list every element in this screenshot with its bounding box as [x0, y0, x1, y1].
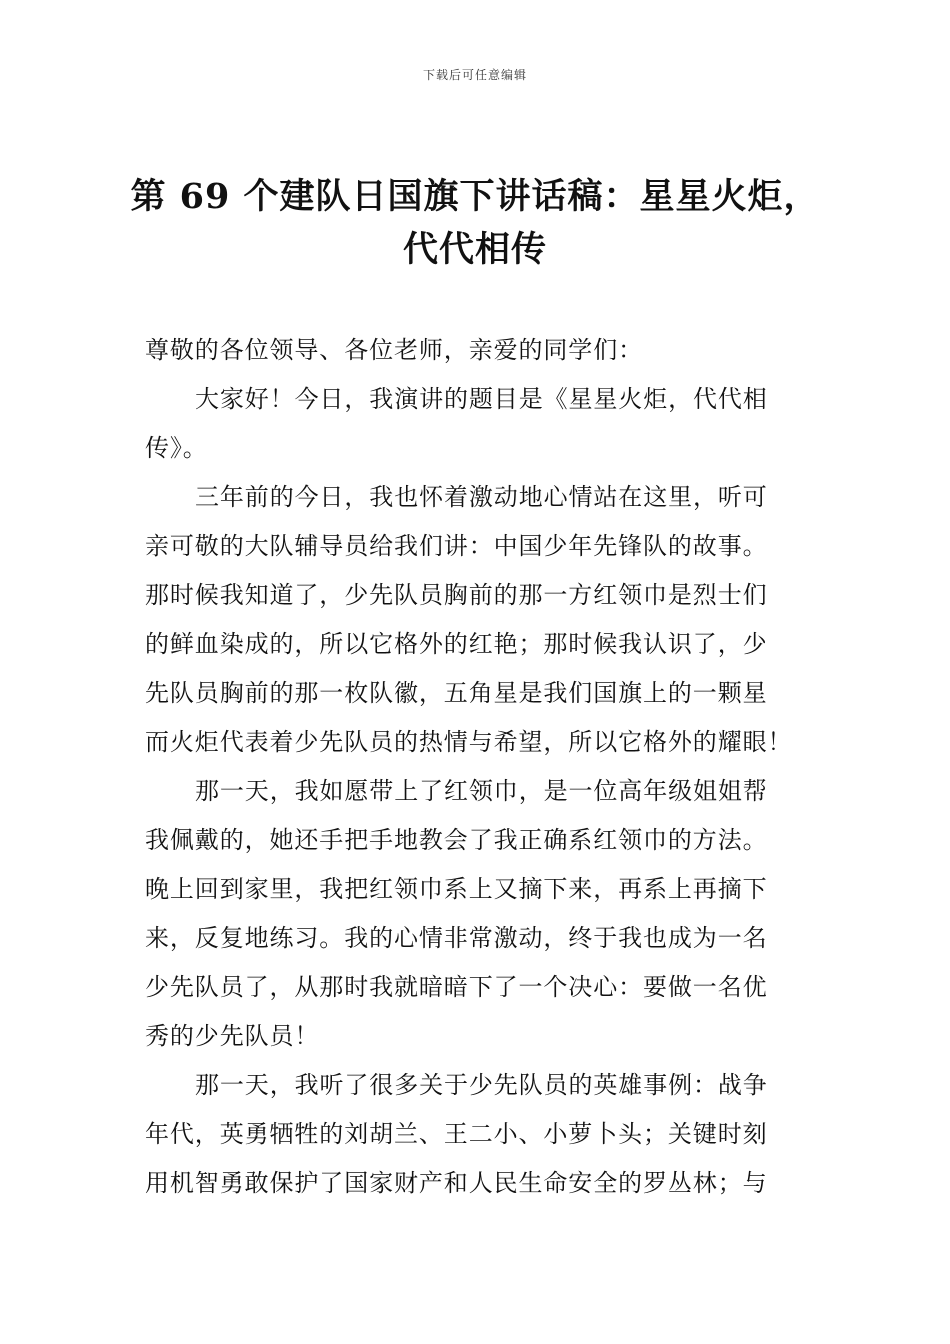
body-line: 那时候我知道了，少先队员胸前的那一方红领巾是烈士们 — [145, 581, 768, 609]
body-line: 少先队员了，从那时我就暗暗下了一个决心：要做一名优 — [145, 973, 768, 1001]
body-line: 而火炬代表着少先队员的热情与希望，所以它格外的耀眼！ — [145, 728, 793, 756]
body-line: 的鲜血染成的，所以它格外的红艳；那时候我认识了，少 — [145, 630, 768, 658]
body-line: 我佩戴的，她还手把手地教会了我正确系红领巾的方法。 — [145, 826, 768, 854]
body-line: 先队员胸前的那一枚队徽，五角星是我们国旗上的一颗星 — [145, 679, 768, 707]
body-line: 那一天，我如愿带上了红领巾，是一位高年级姐姐帮 — [195, 777, 768, 805]
page-header-note: 下载后可任意编辑 — [422, 68, 527, 82]
body-line: 传》。 — [145, 434, 208, 462]
document-title — [120, 170, 830, 276]
body-line: 秀的少先队员！ — [145, 1022, 320, 1050]
body-line: 来，反复地练习。我的心情非常激动，终于我也成为一名 — [145, 924, 768, 952]
body-line: 大家好！今日，我演讲的题目是《星星火炬，代代相 — [195, 385, 768, 413]
title-line-1: 第 69 个建队日国旗下讲话稿：星星火炬， — [130, 176, 820, 217]
body-line: 亲可敬的大队辅导员给我们讲：中国少年先锋队的故事。 — [145, 532, 768, 560]
body-line: 那一天，我听了很多关于少先队员的英雄事例：战争 — [195, 1071, 768, 1099]
body-line: 尊敬的各位领导、各位老师，亲爱的同学们： — [145, 336, 643, 364]
body-line: 三年前的今日，我也怀着激动地心情站在这里，听可 — [195, 483, 768, 511]
body-line: 晚上回到家里，我把红领巾系上又摘下来，再系上再摘下 — [145, 875, 768, 903]
body-line: 年代，英勇牺牲的刘胡兰、王二小、小萝卜头；关键时刻 — [145, 1120, 768, 1148]
document-body — [145, 326, 807, 1208]
body-line: 用机智勇敢保护了国家财产和人民生命安全的罗丛林；与 — [145, 1169, 768, 1197]
title-line-2: 代代相传 — [402, 229, 547, 270]
